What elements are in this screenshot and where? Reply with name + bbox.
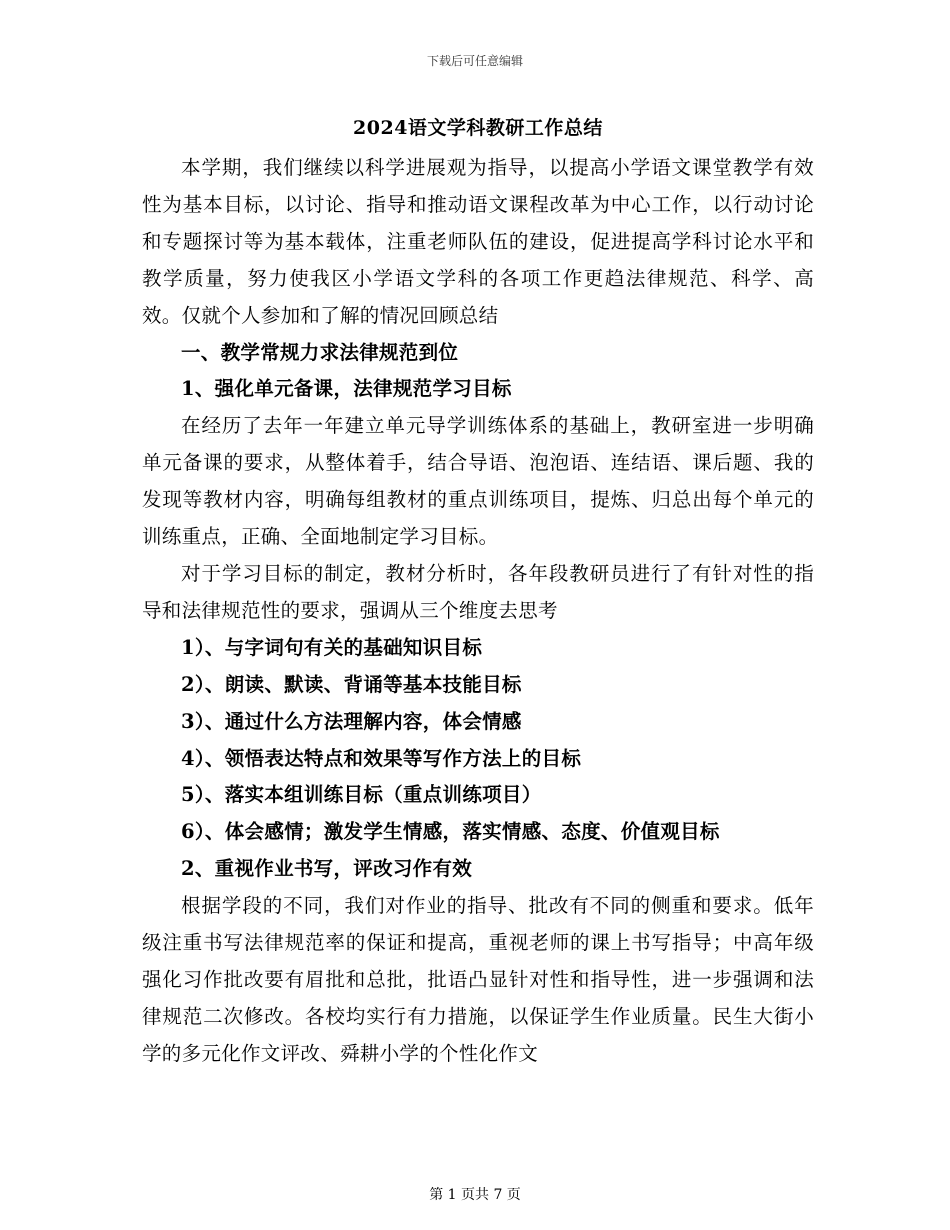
list-item-2: 2）、朗读、默读、背诵等基本技能目标 bbox=[181, 672, 522, 696]
subsection-heading-1: 1、强化单元备课，法律规范学习目标 bbox=[181, 377, 512, 401]
paragraph-unit-planning: 在经历了去年一年建立单元导学训练体系的基础上，教研室进一步明确单元备课的要求，从整体着手，结合导语、泡泡语、连结语、课后题、我的发现等教材内容，明确每组教材的重点训练项目，提炼、归总出每个单元的训练重点，正确、全面地制定学习目标。 bbox=[142, 414, 814, 549]
paragraph-homework: 根据学段的不同，我们对作业的指导、批改有不同的侧重和要求。低年级注重书写法律规范率的保证和提高，重视老师的课上书写指导；中高年级强化习作批改要有眉批和总批，批语凸显针对性和指导性，进一步强调和法律规范二次修改。各校均实行有力措施，以保证学生作业质量。民生大街小学的多元化作文评改、舜耕小学的个性化作文 bbox=[142, 894, 814, 1065]
page-footer: 第 1 页共 7 页 bbox=[429, 1187, 521, 1203]
intro-paragraph: 本学期，我们继续以科学进展观为指导，以提高小学语文课堂教学有效性为基本目标，以讨论、指导和推动语文课程改革为中心工作，以行动讨论和专题探讨等为基本载体，注重老师队伍的建设，促进提高学科讨论水平和教学质量，努力使我区小学语文学科的各项工作更趋法律规范、科学、高效。仅就个人参加和了解的情况回顾总结 bbox=[142, 156, 814, 327]
list-item-1: 1）、与字词句有关的基础知识目标 bbox=[181, 635, 483, 659]
list-item-3: 3）、通过什么方法理解内容，体会情感 bbox=[181, 709, 522, 733]
document-body bbox=[142, 114, 814, 1073]
document-title: 2024语文学科教研工作总结 bbox=[353, 117, 603, 139]
subsection-heading-2: 2、重视作业书写，评改习作有效 bbox=[181, 857, 473, 881]
list-item-4: 4）、领悟表达特点和效果等写作方法上的目标 bbox=[181, 746, 582, 770]
page-header: 下载后可任意编辑 bbox=[426, 54, 523, 68]
list-item-5: 5）、落实本组训练目标（重点训练项目） bbox=[181, 783, 542, 807]
paragraph-learning-objectives: 对于学习目标的制定，教材分析时，各年段教研员进行了有针对性的指导和法律规范性的要求，强调从三个维度去思考 bbox=[142, 561, 814, 622]
section-heading-1: 一、教学常规力求法律规范到位 bbox=[181, 340, 459, 364]
list-item-6: 6）、体会感情；激发学生情感，落实情感、态度、价值观目标 bbox=[181, 820, 720, 844]
